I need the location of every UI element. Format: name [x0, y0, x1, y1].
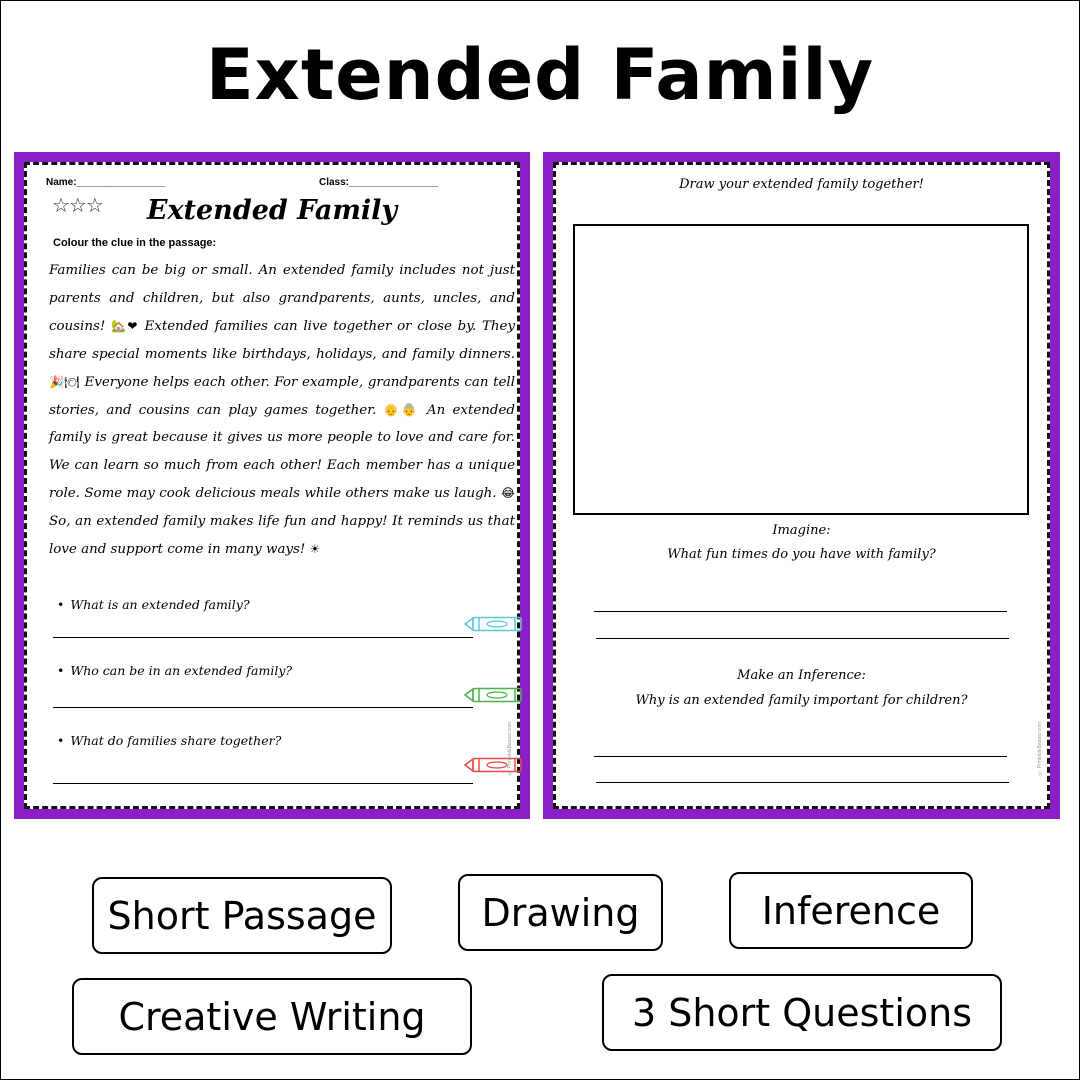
main-title: Extended Family: [205, 34, 875, 116]
writing-line[interactable]: [596, 638, 1009, 639]
question-1: • What is an extended family?: [57, 597, 250, 612]
passage-part: Extended families can live together or close by. They share special moments like birthdays, holidays, and family dinners.: [49, 318, 516, 362]
copyright-text: © PrintableBazaar.com: [507, 722, 513, 776]
tag-inference: Inference: [729, 872, 973, 949]
imagine-label: Imagine:: [772, 523, 831, 538]
tag-short-passage: Short Passage: [92, 877, 392, 954]
tag-creative-writing: Creative Writing: [72, 978, 472, 1055]
passage-part: Everyone helps each other. For example, grandparents can tell stories, and cousins can play games together.: [49, 374, 515, 418]
class-field-label: Class:________________: [319, 177, 438, 188]
passage-part: Families can be big or small. An extended family includes not just parents and children, but also grandparents, aunts, uncles, and cousins!: [49, 263, 515, 334]
green-crayon-icon: [463, 686, 523, 704]
question-2: • Who can be in an extended family?: [57, 663, 293, 678]
tag-3-short-questions: 3 Short Questions: [602, 974, 1002, 1051]
worksheet-title: Extended Family: [146, 195, 398, 226]
answer-line[interactable]: [53, 783, 473, 784]
imagine-question: What fun times do you have with family?: [667, 547, 936, 562]
question-text: Who can be in an extended family?: [70, 663, 293, 678]
writing-line[interactable]: [596, 782, 1009, 783]
inference-label: Make an Inference:: [737, 668, 866, 683]
drawing-inference-page: [543, 152, 1060, 819]
copyright-text: © PrintableBazaar.com: [1037, 722, 1043, 776]
drawing-box[interactable]: [573, 224, 1029, 515]
name-field-label: Name:________________: [46, 177, 166, 188]
writing-line[interactable]: [594, 756, 1007, 757]
instruction-text: Colour the clue in the passage:: [53, 237, 217, 249]
red-crayon-icon: [463, 756, 523, 774]
passage-part: So, an extended family makes life fun and happy! It reminds us that love and support come in many ways!: [49, 514, 515, 558]
worksheet-inner: [553, 162, 1050, 809]
party-dinner-icon: 🎉🍽: [49, 374, 80, 389]
writing-line[interactable]: [594, 611, 1007, 612]
question-3: • What do families share together?: [57, 733, 282, 748]
worksheet-inner: [24, 162, 520, 809]
draw-prompt: Draw your extended family together!: [679, 177, 924, 192]
inference-question: Why is an extended family important for children?: [635, 693, 968, 708]
house-heart-icon: 🏡❤: [110, 318, 139, 333]
reading-passage: [49, 257, 515, 564]
rating-stars: ☆☆☆: [52, 193, 103, 217]
laughing-face-icon: 😂: [500, 486, 515, 501]
grandparents-icon: 👴👵: [383, 402, 420, 417]
sun-icon: ☀: [309, 542, 321, 557]
answer-line[interactable]: [53, 637, 473, 638]
question-text: What is an extended family?: [70, 597, 250, 612]
blue-crayon-icon: [463, 615, 523, 633]
question-text: What do families share together?: [70, 733, 282, 748]
passage-worksheet-page: [14, 152, 530, 819]
passage-part: An extended family is great because it gives us more people to love and care for. We can learn so much from each other! Each member has a unique role. Some may cook delicious meals while others make us laugh.: [49, 402, 515, 502]
answer-line[interactable]: [53, 707, 473, 708]
tag-drawing: Drawing: [458, 874, 663, 951]
